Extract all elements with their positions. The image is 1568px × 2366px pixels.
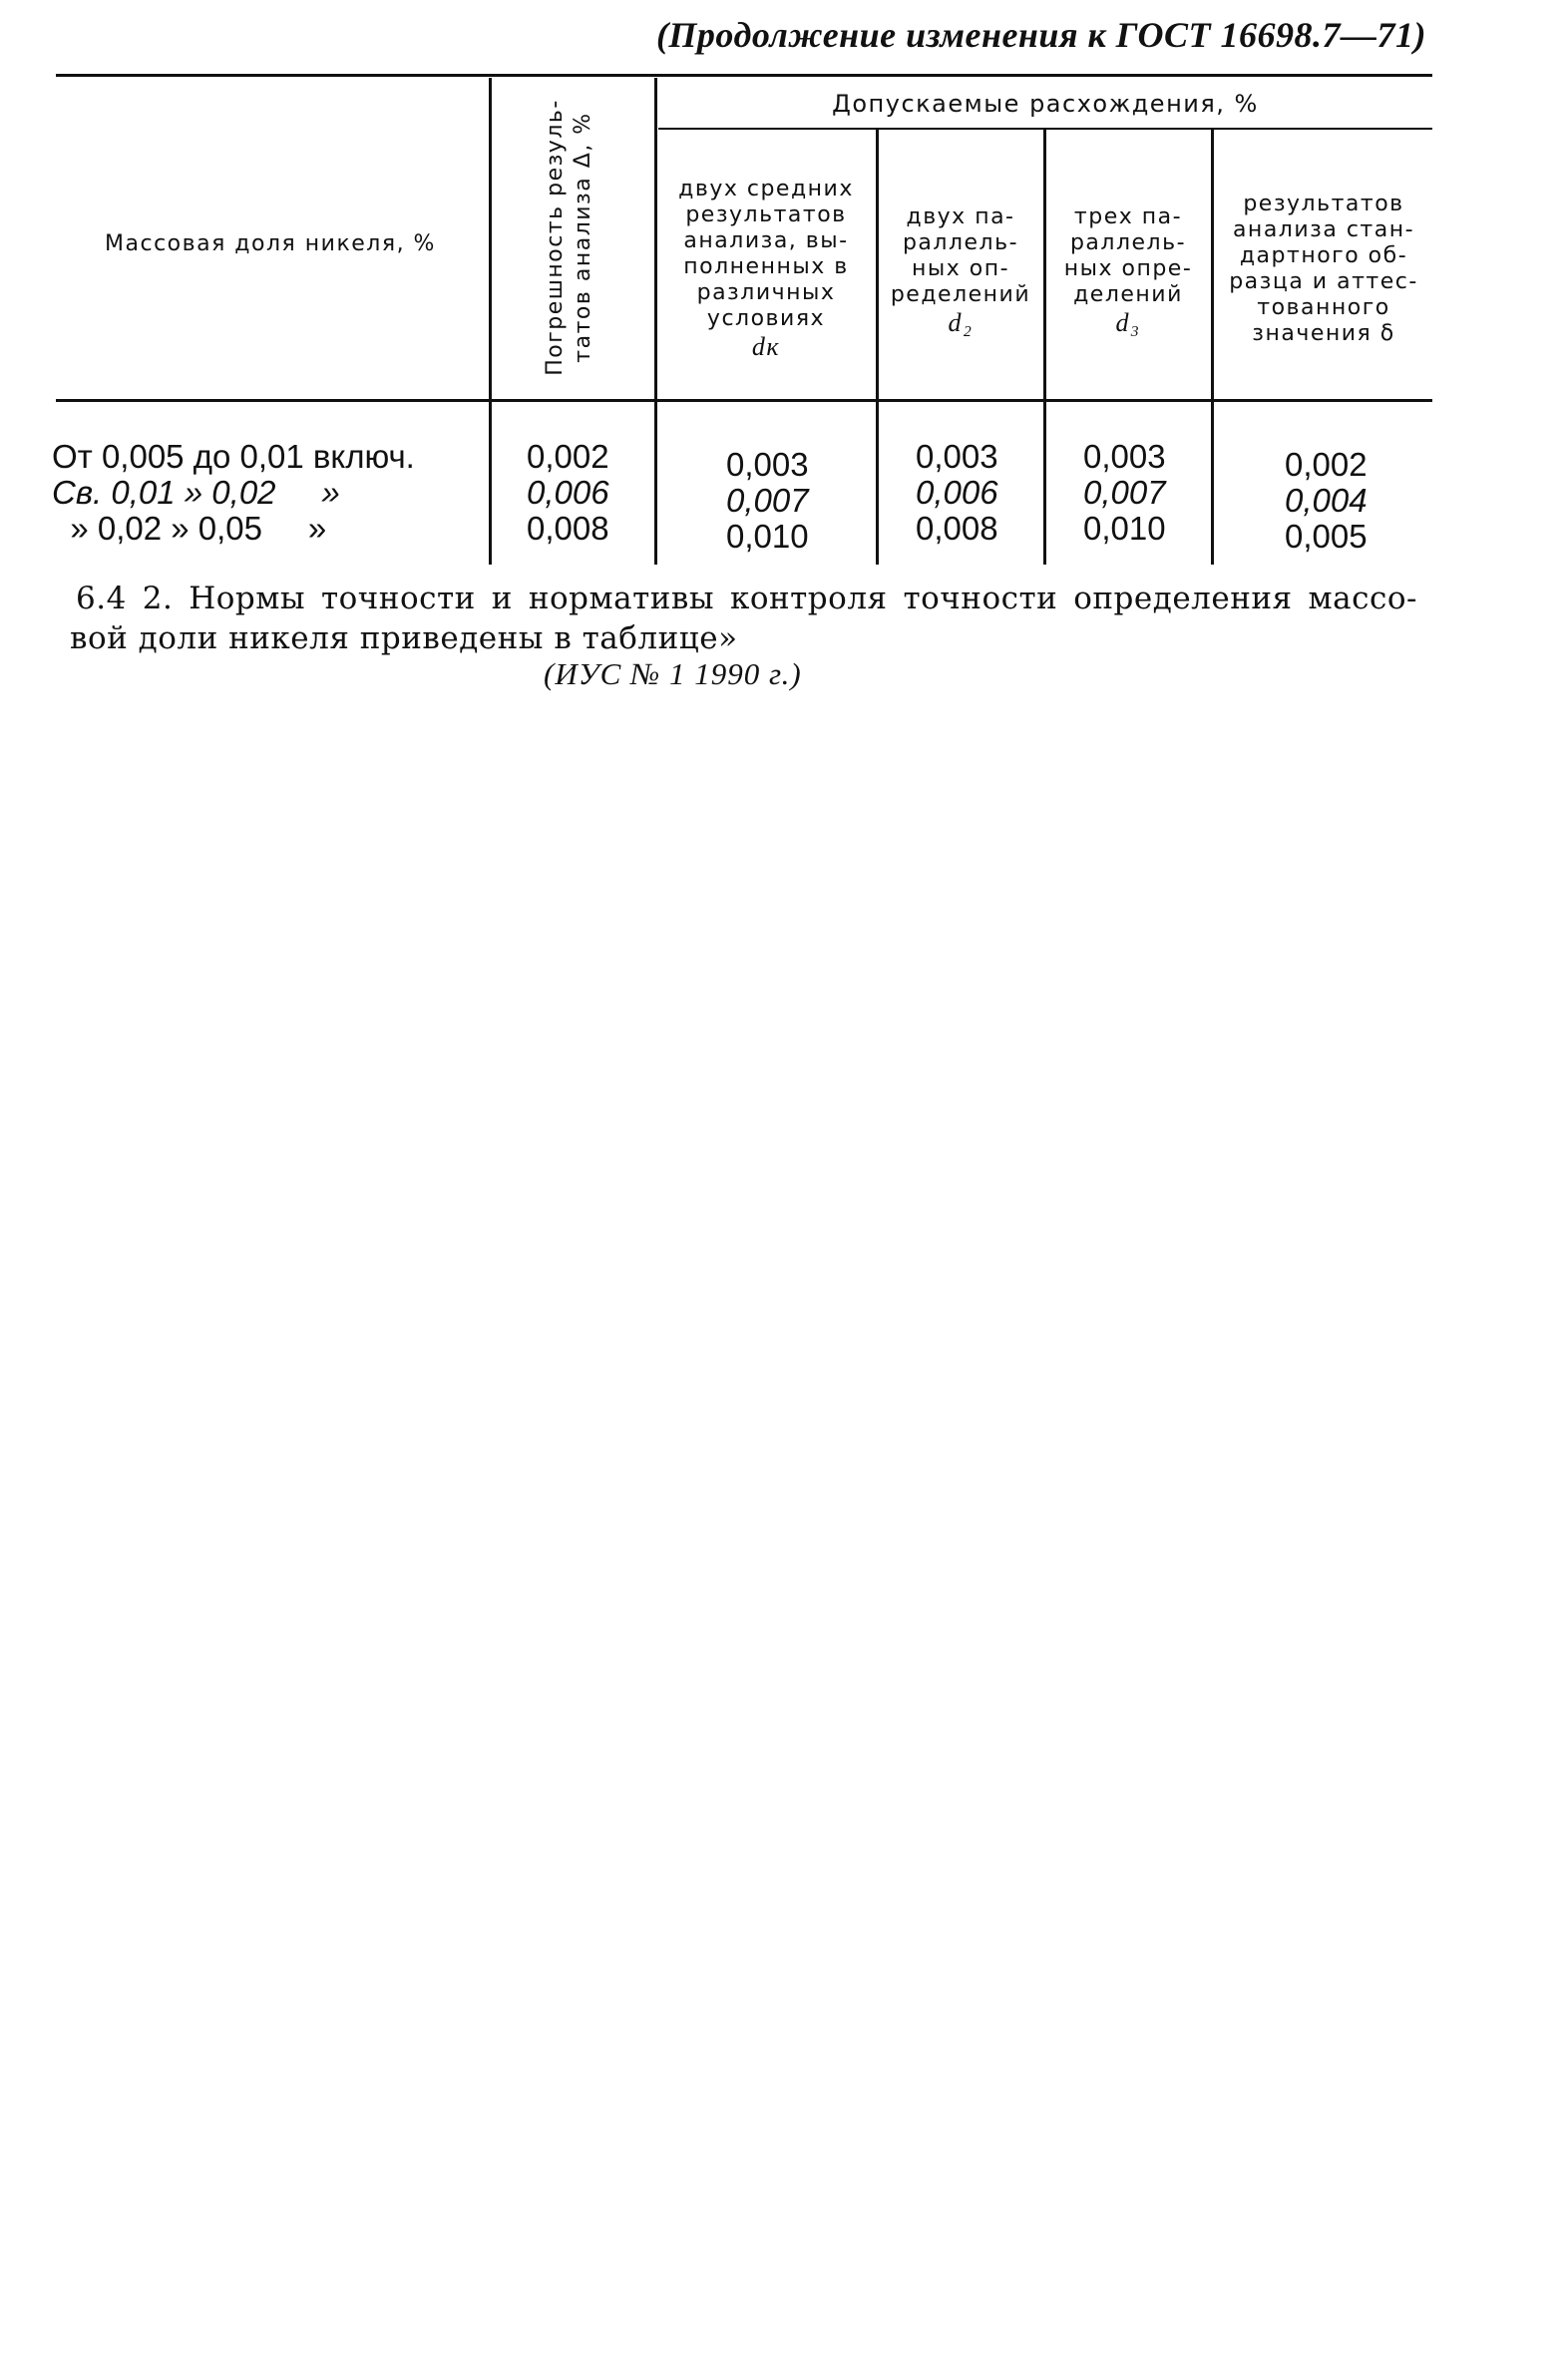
subcol-std-line: результатов [1243,192,1404,216]
subcol-header-d2 [880,196,1041,345]
subcol-d3-line: делений [1073,282,1183,307]
col-header-error-line2: татов анализа Δ, % [571,112,595,363]
subcol-dk-line: анализа, вы- [683,228,849,253]
col-header-error [495,78,644,397]
subcol-header-d3 [1047,196,1209,345]
row-d3: 0,010 [1083,510,1166,547]
row-delta: 0,008 [527,510,609,547]
row-delta: 0,002 [527,438,609,475]
paragraph-line-2: вой доли никеля приведены в таблице» [70,620,738,656]
group-header-text: Допускаемые расхождения, % [832,90,1259,118]
subcol-d3-line: трех па- [1073,204,1183,229]
row-d2: 0,006 [916,474,998,511]
col-divider-4 [1043,130,1046,565]
subcol-d2-line: двух па- [906,204,1015,229]
subcol-header-dk [658,164,874,373]
subcol-d2-line: ределений [890,282,1031,307]
col-header-error-line1: Погрешность резуль- [543,99,568,376]
paragraph-line-1: 6.4 2. Нормы точности и нормативы контроля точности определения массо- [76,581,1417,616]
continuation-header: (Продолжение изменения к ГОСТ 16698.7—71) [655,15,1426,55]
subcol-dk-line: полненных в [683,254,849,279]
table-top-rule [56,74,1432,77]
row-d2: 0,003 [916,438,998,475]
subcol-dk-line: двух средних [678,177,854,201]
table-header-rule [56,399,1432,402]
row-d2: 0,008 [916,510,998,547]
subcol-header-delta-std [1215,180,1432,359]
group-header-discrepancies [658,84,1432,124]
subcol-std-line: тованного [1257,295,1390,320]
subcol-d3-line: ных опре- [1063,256,1193,281]
subcol-dk-line: различных [696,280,836,305]
ius-reference: (ИУС № 1 1990 г.) [544,656,802,691]
col-divider-1 [489,78,492,565]
row-delta: 0,006 [527,474,609,511]
row-delta-std: 0,005 [1285,518,1368,555]
subcol-dk-line: результатов [685,202,847,227]
subcol-d2-symbol: d₂ [948,308,974,337]
subcol-d3-line: раллель- [1069,230,1187,255]
row-dk: 0,003 [726,446,809,483]
row-range: От 0,005 до 0,01 включ. [52,438,415,475]
row-range: Св. 0,01 » 0,02 » [52,474,340,511]
subcol-dk-symbol: dк [751,332,781,361]
subcol-std-line: значения δ [1252,321,1395,346]
col-divider-2 [654,78,657,565]
row-range: » 0,02 » 0,05 » [52,510,327,547]
subcol-std-line: дартного об- [1239,243,1408,268]
row-dk: 0,007 [726,482,809,519]
col-divider-5 [1211,130,1214,565]
row-d3: 0,003 [1083,438,1166,475]
row-dk: 0,010 [726,518,809,555]
col-header-nickel [56,199,485,289]
subcol-d3-symbol: d₃ [1115,308,1141,337]
row-delta-std: 0,002 [1285,446,1368,483]
subcol-std-line: анализа стан- [1232,217,1415,242]
col-header-nickel-text: Массовая доля никеля, % [105,231,436,256]
col-divider-3 [876,130,879,565]
subcol-dk-line: условиях [706,306,826,331]
subcol-std-line: разца и аттес- [1229,269,1418,294]
subcol-d2-line: ных оп- [911,256,1010,281]
row-d3: 0,007 [1083,474,1166,511]
row-delta-std: 0,004 [1285,482,1368,519]
subcol-d2-line: раллель- [902,230,1019,255]
